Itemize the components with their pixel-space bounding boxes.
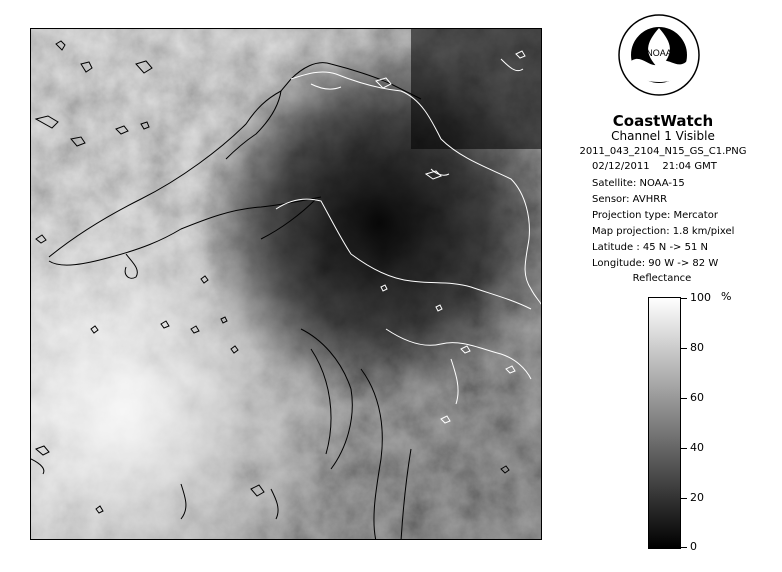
tick-label-20: 20 — [690, 491, 704, 504]
satellite-image — [31, 29, 542, 540]
tick-label-80: 80 — [690, 341, 704, 354]
colorbar-tick — [681, 498, 687, 499]
date-time: 02/12/2011 21:04 GMT — [592, 161, 717, 172]
longitude-info: Longitude: 90 W -> 82 W — [592, 258, 719, 269]
tick-label-40: 40 — [690, 441, 704, 454]
product-title: CoastWatch — [612, 112, 714, 130]
channel-subtitle: Channel 1 Visible — [611, 129, 715, 143]
logo-text: NOAA — [646, 48, 672, 58]
colorbar-tick — [681, 547, 687, 548]
reflectance-colorbar — [648, 297, 681, 549]
colorbar-tick — [681, 298, 687, 299]
legend-unit: % — [721, 290, 732, 303]
map-projection-info: Map projection: 1.8 km/pixel — [592, 226, 735, 237]
colorbar-tick — [681, 348, 687, 349]
tick-label-0: 0 — [690, 540, 697, 553]
file-name: 2011_043_2104_N15_GS_C1.PNG — [579, 146, 747, 157]
latitude-info: Latitude : 45 N -> 51 N — [592, 242, 708, 253]
tick-label-60: 60 — [690, 391, 704, 404]
noaa-logo — [617, 13, 701, 109]
satellite-map — [30, 28, 542, 540]
colorbar-tick — [681, 448, 687, 449]
satellite-info: Satellite: NOAA-15 — [592, 178, 685, 189]
projection-type-info: Projection type: Mercator — [592, 210, 718, 221]
tick-label-100: 100 — [690, 291, 711, 304]
sensor-info: Sensor: AVHRR — [592, 194, 668, 205]
colorbar-tick — [681, 398, 687, 399]
legend-title: Reflectance — [632, 273, 692, 284]
